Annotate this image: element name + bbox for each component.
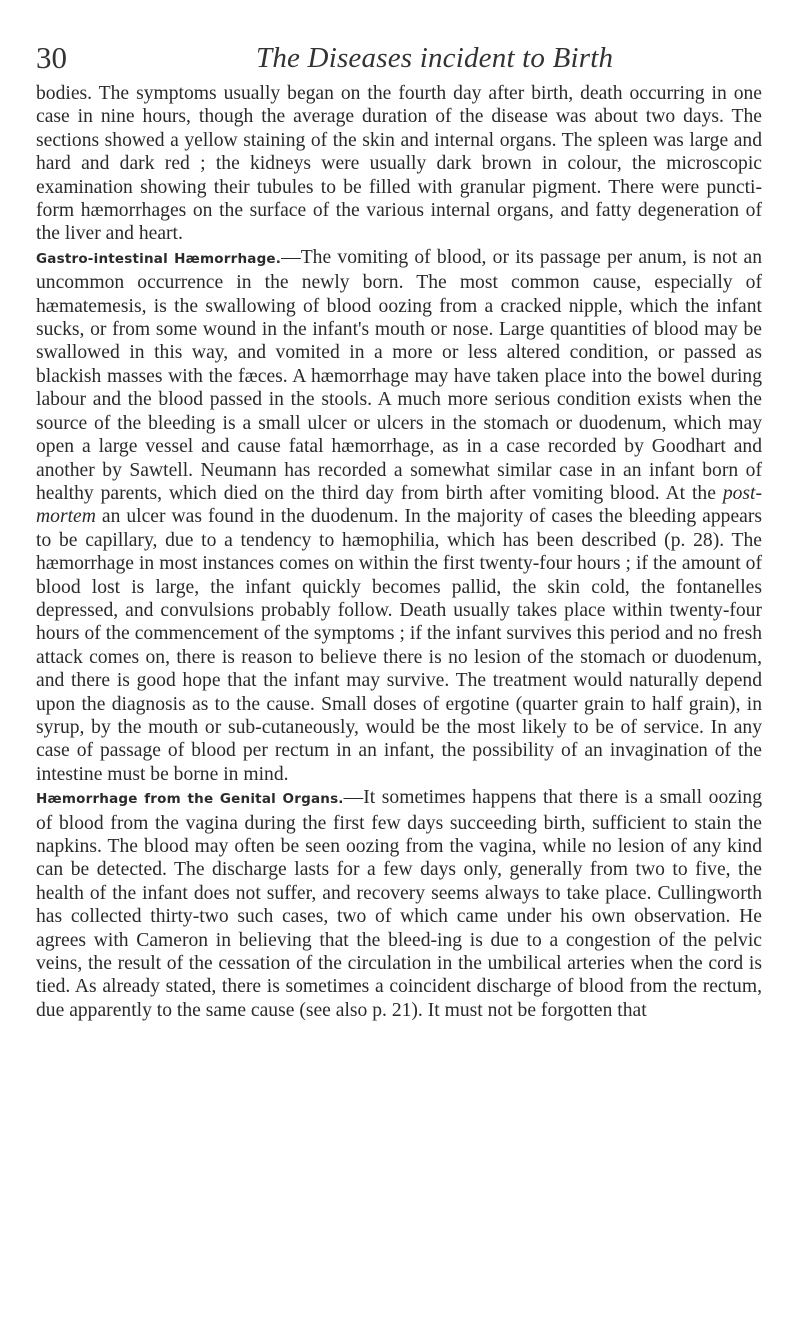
section-heading: Gastro-intestinal Hæmorrhage.	[36, 250, 282, 267]
paragraph-text: an ulcer was found in the duodenum. In the majority of cases the bleeding appears to be capillary, due to a tendency to hæmophilia, which has been described (p. 28). The hæmorrhage in most instances comes on within the first twenty-four hours ; if the amount of blood lost is large, the infant quickly becomes pallid, the skin cold, the fontanelles depressed, and convulsions probably follow. Death usually takes place within twenty-four hours of the commencement of the symptoms ; if the infant survives this period and no fresh attack comes on, there is reason to believe there is no lesion of the stomach or duodenum, and there is good hope that the infant may survive. The treatment would naturally depend upon the diagnosis as to the cause. Small doses of ergotine (quarter grain to half grain), in syrup, by the mouth or sub-cutaneously, would be the most likely to be of service. In any case of passage of blood per rectum in an infant, the possibility of an invagination of the intestine must be borne in mind.	[36, 506, 762, 785]
paragraph-text: bodies. The symptoms usually began on the fourth day after birth, death occurring in one case in nine hours, though the average duration of the disease was about two days. The sections showed a yellow staining of the skin and internal organs. The spleen was large and hard and dark red ; the kidneys were usually dark brown in colour, the microscopic examination showing their tubules to be filled with granular pigment. There were puncti-form hæmorrhages on the surface of the various internal organs, and fatty degeneration of the liver and heart.	[36, 83, 762, 245]
running-title: The Diseases incident to Birth	[256, 42, 614, 74]
paragraph-gastro-intestinal	[36, 246, 762, 786]
paragraph-text: —The vomiting of blood, or its passage per anum, is not an uncommon occurrence in the newly born. The most common cause, especially of hæmatemesis, is the swallowing of blood oozing from a cracked nipple, which the infant sucks, or from some wound in the infant's mouth or nose. Large quantities of blood may be swallowed in this way, and vomited in a more or less altered condition, or passed as blackish masses with the fæces. A hæmorrhage may have taken place into the bowel during labour and the blood passed in the stools. A much more serious condition exists when the source of the bleeding is a small ulcer or ulcers in the stomach or duodenum, which may open a large vessel and cause fatal hæmorrhage, as in a case recorded by Goodhart and another by Sawtell. Neumann has recorded a somewhat similar case in an infant born of healthy parents, which died on the third day from birth after vomiting blood. At the	[36, 246, 762, 504]
paragraph-continuation	[36, 82, 762, 246]
paragraph-genital-organs	[36, 786, 762, 1022]
body-text	[36, 82, 762, 1022]
running-head	[36, 38, 756, 78]
paragraph-text: —It sometimes happens that there is a small oozing of blood from the vagina during the first few days succeeding birth, sufficient to stain the napkins. The blood may often be seen oozing from the vagina, while no lesion of any kind can be detected. The discharge lasts for a few days only, generally from two to five, the health of the infant does not suffer, and recovery seems always to take place. Cullingworth has collected thirty-two such cases, two of which came under his own observation. He agrees with Cameron in believing that the bleed-ing is due to a congestion of the pelvic veins, the result of the cessation of the circulation in the umbilical arteries when the cord is tied. As already stated, there is sometimes a coincident discharge of blood from the rectum, due apparently to the same cause (see also p. 21). It must not be forgotten that	[36, 787, 762, 1021]
page-number: 30	[36, 40, 67, 75]
italic-term: post-mortem	[36, 482, 762, 528]
section-heading: Hæmorrhage from the Genital Organs.	[36, 791, 344, 808]
